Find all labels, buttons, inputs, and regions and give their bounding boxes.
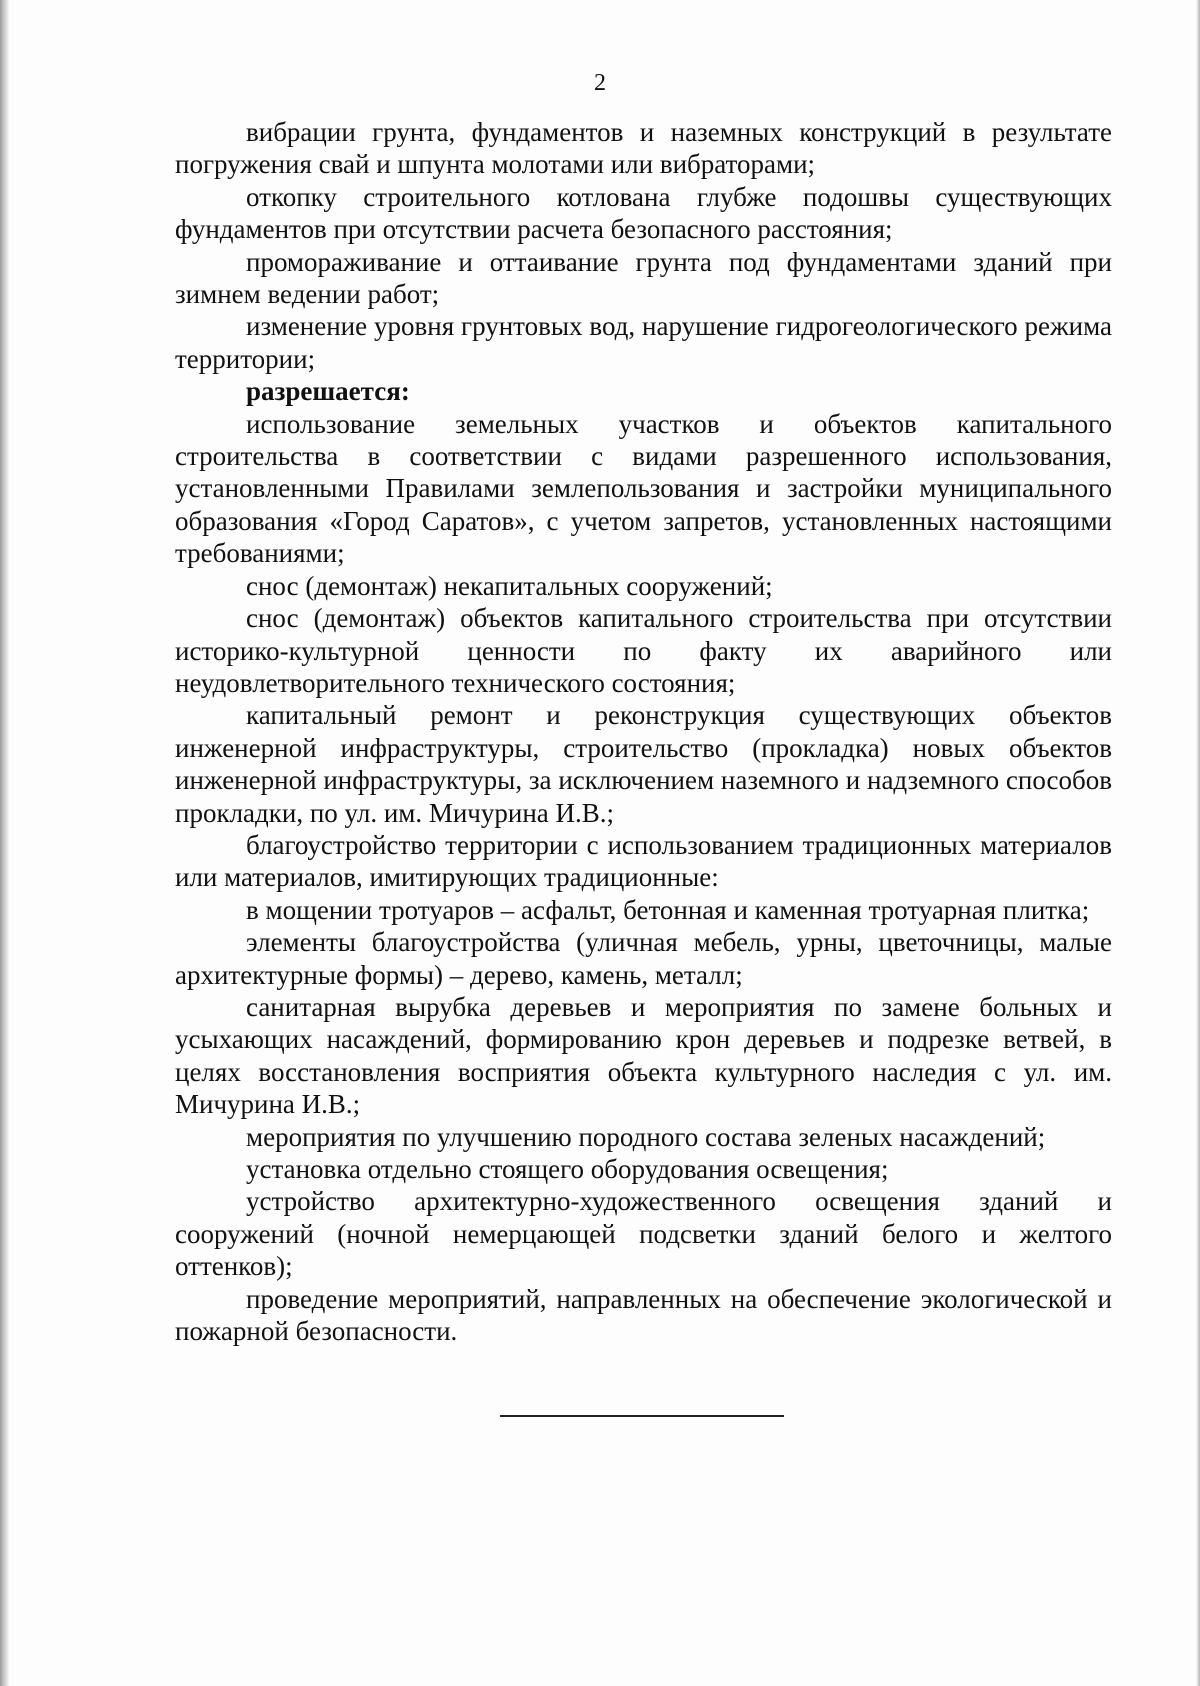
paragraph: снос (демонтаж) объектов капитального строительства при отсутствии историко-культурной ценности по факту их аварийного или неудовлетворительного технического состояния; xyxy=(175,603,1112,698)
paragraph: снос (демонтаж) некапитальных сооружений; xyxy=(246,570,773,601)
paragraph: откопку строительного котлована глубже подошвы существующих фундаментов при отсутствии расчета безопасного расстояния; xyxy=(175,181,1112,245)
paragraph: благоустройство территории с использованием традиционных материалов или материалов, имитирующих традиционные: xyxy=(175,829,1112,893)
section-heading: разрешается: xyxy=(246,376,410,407)
scan-edge-left xyxy=(0,0,9,1686)
document-body xyxy=(175,116,1112,1347)
paragraph: изменение уровня грунтовых вод, нарушение гидрогеологического режима территории; xyxy=(175,311,1112,374)
paragraph: в мощении тротуаров – асфальт, бетонная и каменная тротуарная плитка; xyxy=(246,894,1090,925)
paragraph: санитарная вырубка деревьев и мероприятия по замене больных и усыхающих насаждений, формированию крон деревьев и подрезке ветвей, в целях восстановления восприятия объекта культурного наследия с ул. им. Мичурина И.В.; xyxy=(175,991,1112,1120)
paragraph: мероприятия по улучшению породного состава зеленых насаждений; xyxy=(246,1121,1046,1152)
page-number: 2 xyxy=(594,70,606,96)
paragraph: установка отдельно стоящего оборудования освещения; xyxy=(246,1154,889,1184)
end-of-text-rule xyxy=(500,1415,784,1417)
paragraph: вибрации грунта, фундаментов и наземных конструкций в результате погружения свай и шпунта молотами или вибраторами; xyxy=(175,117,1112,180)
paragraph: элементы благоустройства (уличная мебель, урны, цветочницы, малые архитектурные формы) – дерево, камень, металл; xyxy=(175,927,1112,990)
paragraph: устройство архитектурно-художественного освещения зданий и сооружений (ночной немерцающей подсветки зданий белого и желтого оттенков); xyxy=(175,1186,1112,1282)
scan-edge-right xyxy=(1196,0,1200,1686)
paragraph: промораживание и оттаивание грунта под фундаментами зданий при зимнем ведении работ; xyxy=(175,246,1112,310)
paragraph: капитальный ремонт и реконструкция существующих объектов инженерной инфраструктуры, строительство (прокладка) новых объектов инженерной инфраструктуры, за исключением наземного и надземного способов прокладки, по ул. им. Мичурина И.В.; xyxy=(175,700,1112,828)
paragraph: использование земельных участков и объектов капитального строительства в соответствии с видами разрешенного использования, установленными Правилами землепользования и застройки муниципального образования «Город Саратов», с учетом запретов, установленных настоящими требованиями; xyxy=(175,408,1112,569)
paragraph: проведение мероприятий, направленных на обеспечение экологической и пожарной безопасности. xyxy=(175,1283,1112,1347)
